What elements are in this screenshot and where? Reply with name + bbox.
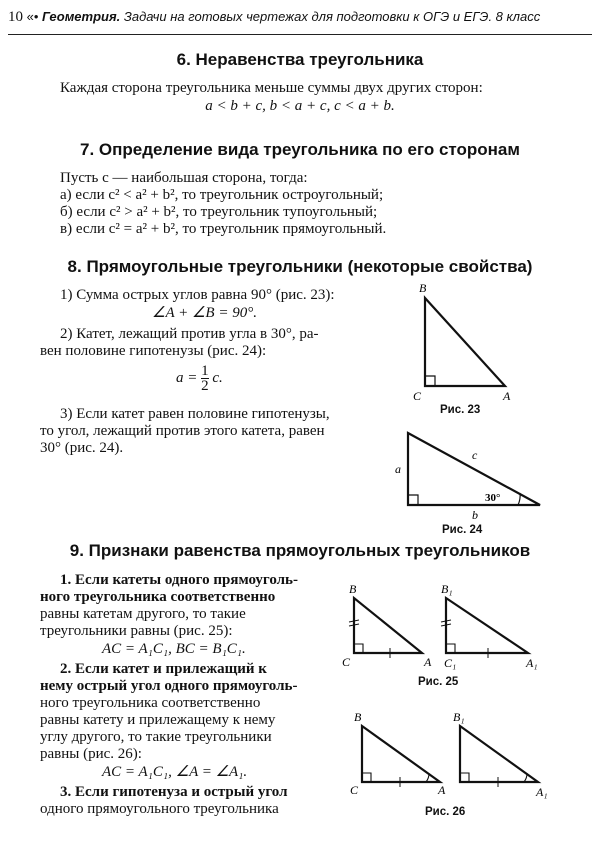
figure-26-caption: Рис. 26 (425, 806, 466, 818)
section-6-heading: 6. Неравенства треугольника (176, 50, 424, 69)
figure-23-caption: Рис. 23 (440, 404, 481, 416)
s9-formula-2: AC = A₁C₁, ∠A = ∠A₁. (102, 764, 248, 780)
s7-item-b: б) если c² > a² + b², то треугольник тупоугольный; (60, 204, 378, 220)
page-number: 10 (8, 9, 23, 25)
fig23-label-A: A (503, 389, 511, 403)
s8-prop-3-line2: то угол, лежащий против этого катета, равен (40, 423, 325, 439)
fig23-label-C: C (413, 389, 422, 403)
figure-24-caption: Рис. 24 (442, 524, 483, 536)
fig25-label-A1: A₁ (526, 656, 538, 670)
s9-thm3-l1: 3. Если гипотенуза и острый угол (60, 784, 288, 800)
s7-intro: Пусть c — наибольшая сторона, тогда: (60, 170, 308, 186)
fig26-label-B1: B₁ (453, 710, 465, 724)
fig25-label-A: A (424, 655, 432, 669)
book-title: Геометрия. Задачи на готовых чертежах для подготовки к ОГЭ и ЕГЭ. 8 класс (42, 9, 541, 24)
fig23-label-B: B (419, 281, 427, 295)
s7-item-c: в) если c² = a² + b², то треугольник прямоугольный. (60, 221, 387, 237)
s8-prop-1: 1) Сумма острых углов равна 90° (рис. 23): (60, 287, 335, 303)
s9-thm2-l1: 2. Если катет и прилежащий к (60, 661, 267, 677)
s9-thm1-l4: треугольники равны (рис. 25): (40, 623, 233, 639)
header-mark: «• (26, 9, 39, 24)
fig26-label-A: A (438, 783, 446, 797)
fig25-label-C1: C₁ (444, 656, 457, 670)
fig25-label-B: B (349, 582, 357, 596)
s6-text: Каждая сторона треугольника меньше суммы двух других сторон: (60, 80, 483, 96)
s8-prop-2-line2: вен половине гипотенузы (рис. 24): (40, 343, 267, 359)
s7-item-a: а) если c² < a² + b², то треугольник остроугольный; (60, 187, 384, 203)
fig26-label-B: B (354, 710, 362, 724)
s8-formula-2: a = $\frac{1}{2}$ c. (176, 363, 223, 394)
figure-24-triangle (390, 425, 550, 525)
figure-25-caption: Рис. 25 (418, 676, 459, 688)
s8-prop-3-line1: 3) Если катет равен половине гипотенузы, (60, 406, 330, 422)
figure-25-triangles (340, 578, 550, 673)
fig24-angle-30: 30° (485, 492, 501, 504)
s8-prop-3-line3: 30° (рис. 24). (40, 440, 124, 456)
fig26-label-C: C (350, 783, 359, 797)
s6-inequalities: a < b + c, b < a + c, c < a + b. (205, 98, 395, 114)
section-7-heading: 7. Определение вида треугольника по его сторонам (80, 140, 520, 159)
s9-thm2-l5: углу другого, то такие треугольники (40, 729, 272, 745)
s9-thm1-l3: равны катетам другого, то такие (40, 606, 246, 622)
fig25-label-B1: B₁ (441, 582, 453, 596)
fig24-label-c: c (472, 448, 478, 462)
section-9-heading: 9. Признаки равенства прямоугольных треугольников (69, 541, 531, 560)
running-header (8, 9, 592, 26)
s8-prop-2-line1: 2) Катет, лежащий против угла в 30°, ра- (60, 326, 319, 342)
s9-thm2-l6: равны (рис. 26): (40, 746, 142, 762)
s9-thm2-l2: нему острый угол одного прямоуголь- (40, 678, 298, 694)
s9-thm1-l1: 1. Если катеты одного прямоуголь- (60, 572, 298, 588)
s8-formula-1: ∠A + ∠B = 90°. (152, 305, 257, 321)
s9-thm3-l2: одного прямоугольного треугольника (40, 801, 279, 817)
s9-thm1-l2: ного треугольника соответственно (40, 589, 276, 605)
fig24-label-a: a (395, 462, 401, 476)
s9-formula-1: AC = A₁C₁, BC = B₁C₁. (102, 641, 246, 657)
s9-thm2-l4: равны катету и прилежащему к нему (40, 712, 276, 728)
fig24-label-b: b (472, 508, 478, 522)
fig26-label-A1: A₁ (536, 785, 548, 799)
fig25-label-C: C (342, 655, 351, 669)
figure-26-triangles (340, 706, 555, 806)
header-rule (8, 34, 592, 35)
section-8-heading: 8. Прямоугольные треугольники (некоторые свойства) (67, 257, 533, 276)
s9-thm2-l3: ного треугольника соответственно (40, 695, 261, 711)
